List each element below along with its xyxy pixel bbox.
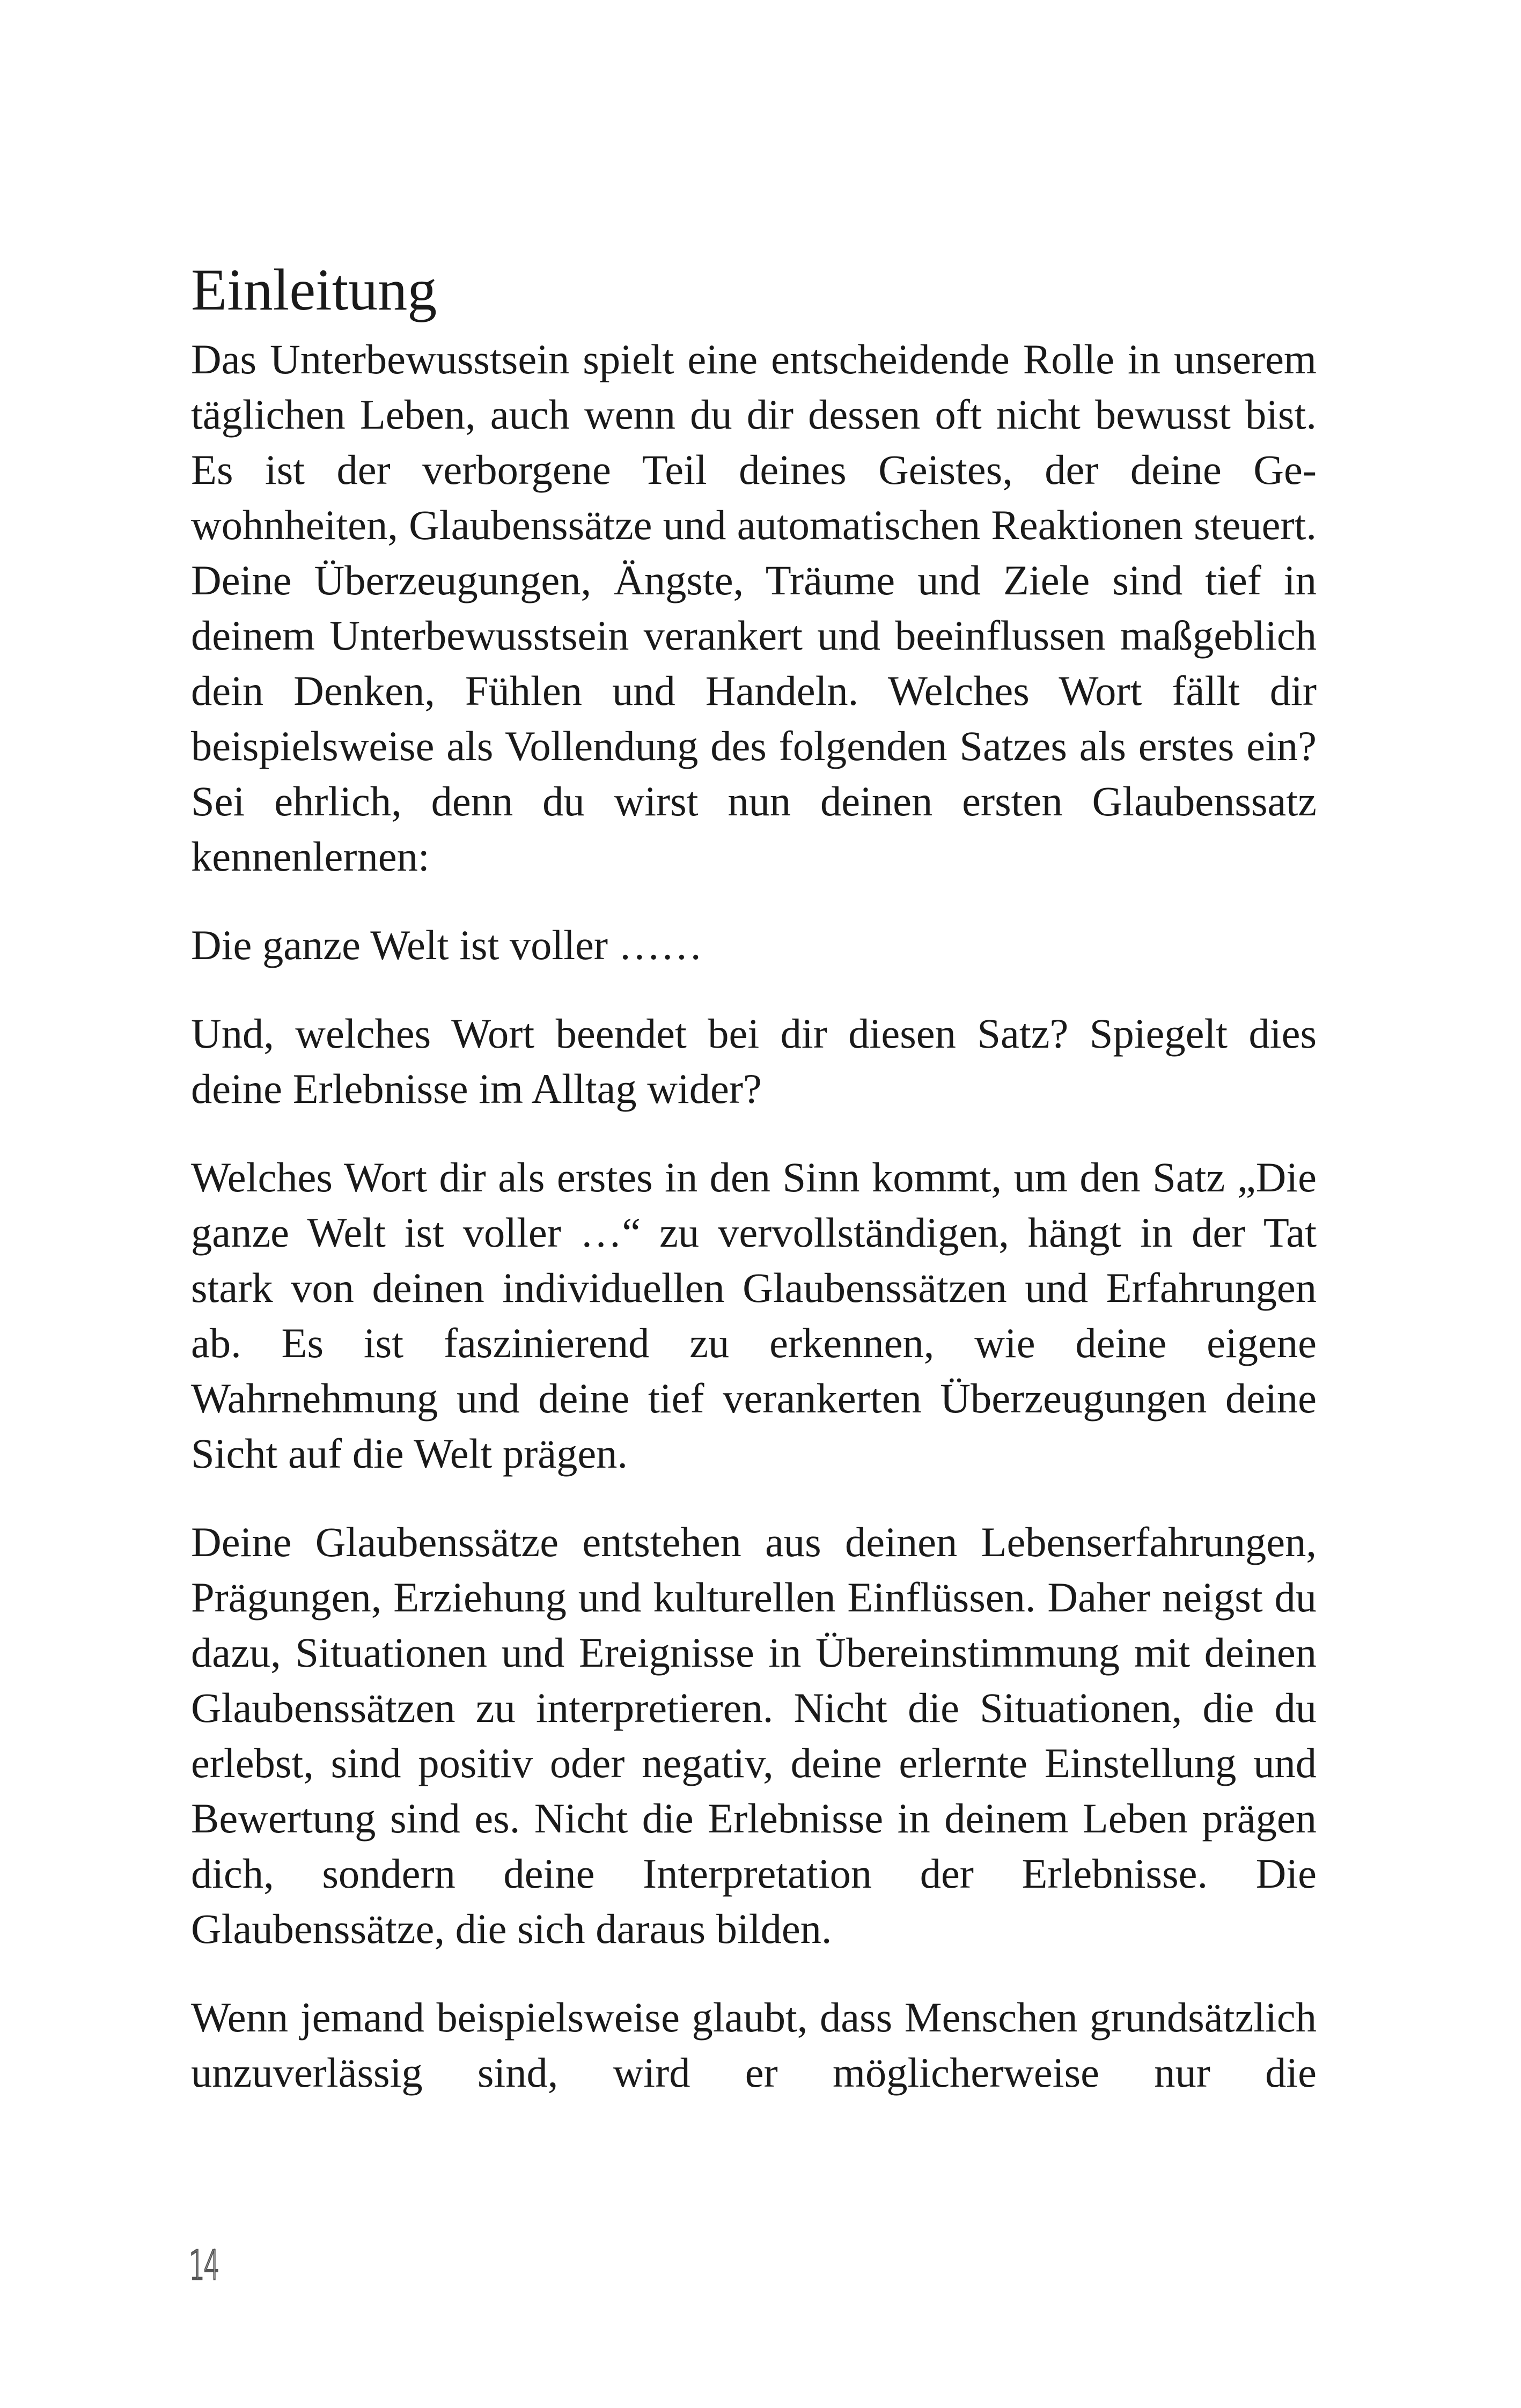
paragraph-intro: Das Unterbewusstsein spielt eine entscheidende Rolle in unserem täglichen Leben, auch wenn du dir dessen oft nicht bewusst bist. Es ist der verborgene Teil deines Geistes, der deine Gewohnheiten, Glaubenssätze und automatischen Reaktionen steuert. Deine Überzeugungen, Ängste, Träume und Ziele sind tief in deinem Unterbewusstsein verankert und beeinflussen maßgeblich dein Denken, Fühlen und Handeln. Welches Wort fällt dir beispielsweise als Vollendung des folgenden Satzes als erstes ein? Sei ehrlich, denn du wirst nun deinen ersten Glaubenssatz kennenlernen: — [191, 336, 1317, 880]
paragraph-question: Und, welches Wort beendet bei dir diesen Satz? Spiegelt dies deine Erlebnisse im Alltag wider? — [191, 1010, 1317, 1112]
paragraph-prompt-sentence: Die ganze Welt ist voller …… — [191, 922, 703, 968]
page-number: 14 — [189, 2241, 219, 2289]
book-page — [191, 252, 1317, 2100]
paragraph-explanation: Welches Wort dir als erstes in den Sinn kommt, um den Satz „Die ganze Welt ist voller …“ zu vervollständigen, hängt in der Tat stark von deinen individuellen Glaubenssätzen und Erfahrungen ab. Es ist faszinierend zu erkennen, wie deine eigene Wahrnehmung und deine tief verankerten Überzeugungen deine Sicht auf die Welt prägen. — [191, 1154, 1317, 1477]
paragraph-beliefs-origin: Deine Glaubenssätze entstehen aus deinen Lebenserfahrungen, Prägungen, Erziehung und kulturellen Einflüssen. Daher neigst du dazu, Situationen und Ereignisse in Übereinstimmung mit deinen Glaubenssätzen zu interpretieren. Nicht die Situationen, die du erlebst, sind positiv oder negativ, deine erlernte Einstellung und Bewertung sind es. Nicht die Erlebnisse in deinem Leben prägen dich, sondern deine Interpretation der Erlebnisse. Die Glaubenssätze, die sich daraus bilden. — [191, 1519, 1317, 1952]
chapter-heading: Einleitung — [191, 257, 437, 322]
paragraph-example: Wenn jemand beispielsweise glaubt, dass Menschen grundsätzlich unzuverlässig sind, wird er möglicherweise nur die — [191, 1994, 1317, 2096]
